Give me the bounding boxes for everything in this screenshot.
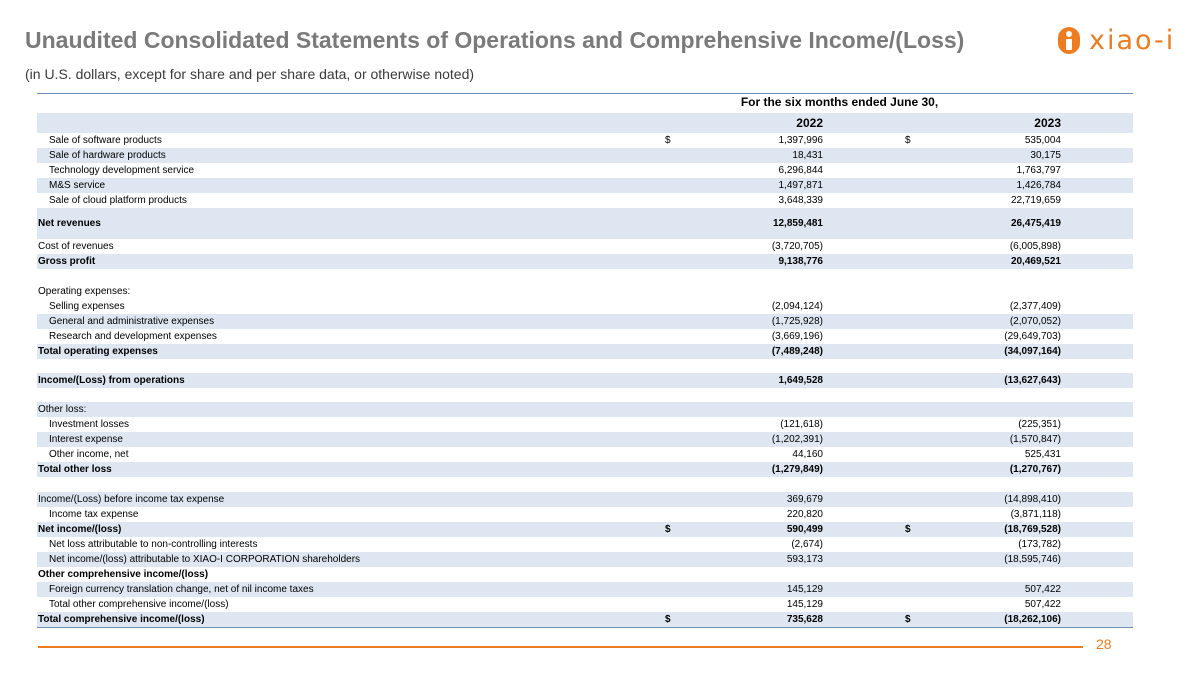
value-2022: 369,679: [786, 494, 823, 505]
value-2023: (2,377,409): [1009, 301, 1061, 312]
table-row: [37, 373, 1133, 388]
value-2022: 6,296,844: [778, 165, 823, 176]
value-2022: (2,094,124): [771, 301, 823, 312]
period-header: For the six months ended June 30,: [740, 95, 939, 109]
table-row: [37, 344, 1133, 359]
company-logo: [1058, 24, 1175, 56]
table-row: [37, 163, 1133, 178]
row-label: Total other comprehensive income/(loss): [49, 599, 229, 610]
currency-2023: $: [905, 135, 911, 146]
row-label: Net income/(loss): [38, 524, 122, 535]
table-row: [37, 492, 1133, 507]
value-2023: 507,422: [1024, 599, 1061, 610]
table-row: [37, 208, 1133, 239]
table-row: [37, 612, 1133, 627]
currency-2022: $: [665, 524, 671, 535]
value-2023: 30,175: [1030, 150, 1061, 161]
value-2023: (3,871,118): [1010, 509, 1061, 520]
value-2022: 220,820: [786, 509, 823, 520]
currency-2023: $: [905, 614, 911, 625]
table-row: [37, 552, 1133, 567]
table-row: [37, 133, 1133, 148]
value-2022: (3,720,705): [771, 241, 823, 252]
value-2023: (14,898,410): [1004, 494, 1061, 505]
table-row: [37, 597, 1133, 612]
row-label: Income tax expense: [49, 509, 139, 520]
page-title: Unaudited Consolidated Statements of Operations and Comprehensive Income/(Loss): [25, 27, 965, 53]
value-2022: 3,648,339: [778, 195, 823, 206]
value-2022: 590,499: [786, 524, 823, 535]
row-label: General and administrative expenses: [49, 316, 215, 327]
row-label: Total operating expenses: [38, 346, 158, 357]
value-2022: 735,628: [786, 614, 823, 625]
table-row: [37, 507, 1133, 522]
value-2023: 1,763,797: [1016, 165, 1061, 176]
value-2023: (18,769,528): [1004, 524, 1061, 535]
row-label: Other loss:: [38, 404, 87, 415]
value-2023: (13,627,643): [1004, 375, 1061, 386]
footer-divider: [38, 646, 1083, 648]
value-2022: (7,489,248): [771, 346, 823, 357]
value-2023: (29,649,703): [1004, 331, 1061, 342]
table-row: [37, 432, 1133, 447]
value-2023: (34,097,164): [1004, 346, 1061, 357]
value-2023: (1,270,767): [1009, 464, 1061, 475]
table-row: [37, 537, 1133, 552]
value-2023: (18,262,106): [1004, 614, 1061, 625]
row-label: Foreign currency translation change, net of nil income taxes: [49, 584, 314, 595]
value-2022: (121,618): [780, 419, 823, 430]
year-2023-header: 2023: [1034, 116, 1061, 130]
row-label: Other income, net: [49, 449, 129, 460]
year-2022-header: 2022: [796, 116, 823, 130]
value-2023: (6,005,898): [1009, 241, 1061, 252]
row-label: Total other loss: [38, 464, 112, 475]
page-number: 28: [1096, 636, 1112, 652]
value-2023: 525,431: [1024, 449, 1061, 460]
value-2023: 22,719,659: [1010, 195, 1061, 206]
year-header-row: [37, 113, 1133, 133]
row-label: Selling expenses: [49, 301, 125, 312]
table-row: [37, 178, 1133, 193]
value-2022: (1,202,391): [771, 434, 823, 445]
value-2023: 535,004: [1024, 135, 1061, 146]
table-row: [37, 284, 1133, 299]
row-label: Net income/(loss) attributable to XIAO-I CORPORATION shareholders: [49, 554, 361, 565]
row-label: Income/(Loss) before income tax expense: [38, 494, 225, 505]
row-label: Sale of hardware products: [49, 150, 166, 161]
row-label: Net revenues: [38, 218, 101, 229]
value-2022: (3,669,196): [771, 331, 823, 342]
row-label: Other comprehensive income/(loss): [38, 569, 209, 580]
value-2023: (173,782): [1018, 539, 1061, 550]
value-2022: (1,725,928): [771, 316, 823, 327]
info-logo-icon: [1058, 27, 1080, 54]
table-row: [37, 148, 1133, 163]
table-row: [37, 522, 1133, 537]
value-2022: 44,160: [792, 449, 823, 460]
value-2022: 12,859,481: [772, 218, 823, 229]
value-2023: 20,469,521: [1010, 256, 1061, 267]
value-2022: 145,129: [786, 584, 823, 595]
table-row: [37, 299, 1133, 314]
page-subtitle: (in U.S. dollars, except for share and per share data, or otherwise noted): [25, 66, 475, 82]
table-row: [37, 447, 1133, 462]
table-row: [37, 417, 1133, 432]
row-label: Sale of software products: [49, 135, 162, 146]
table-row: [37, 582, 1133, 597]
value-2023: 26,475,419: [1010, 218, 1061, 229]
table-bottom-rule: [37, 627, 1133, 628]
table-row: [37, 402, 1133, 417]
value-2023: (1,570,847): [1009, 434, 1061, 445]
table-row: [37, 567, 1133, 582]
row-label: Technology development service: [49, 165, 195, 176]
row-label: Operating expenses:: [38, 286, 131, 297]
value-2023: 1,426,784: [1016, 180, 1061, 191]
row-label: Total comprehensive income/(loss): [38, 614, 205, 625]
logo-text: xiao-i: [1089, 24, 1176, 56]
row-label: Sale of cloud platform products: [49, 195, 187, 206]
table-row: [37, 254, 1133, 269]
row-label: Income/(Loss) from operations: [38, 375, 185, 386]
spacer-row: [37, 269, 1133, 284]
value-2023: (2,070,052): [1009, 316, 1061, 327]
row-label: M&S service: [49, 180, 106, 191]
row-label: Research and development expenses: [49, 331, 217, 342]
value-2022: 1,649,528: [778, 375, 823, 386]
table-row: [37, 329, 1133, 344]
value-2022: 9,138,776: [778, 256, 823, 267]
table-row: [37, 239, 1133, 254]
spacer-row: [37, 359, 1133, 373]
value-2023: (18,595,746): [1004, 554, 1061, 565]
row-label: Gross profit: [38, 256, 96, 267]
table-row: [37, 314, 1133, 329]
currency-2022: $: [665, 614, 671, 625]
value-2022: 145,129: [786, 599, 823, 610]
currency-2023: $: [905, 524, 911, 535]
currency-2022: $: [665, 135, 671, 146]
value-2023: (225,351): [1018, 419, 1061, 430]
value-2022: 593,173: [786, 554, 823, 565]
row-label: Cost of revenues: [38, 241, 114, 252]
spacer-row: [37, 477, 1133, 492]
value-2022: 1,497,871: [778, 180, 823, 191]
row-label: Investment losses: [49, 419, 130, 430]
value-2022: 18,431: [792, 150, 823, 161]
table-row: [37, 193, 1133, 208]
table-row: [37, 462, 1133, 477]
value-2022: 1,397,996: [778, 135, 823, 146]
value-2023: 507,422: [1024, 584, 1061, 595]
value-2022: (1,279,849): [771, 464, 823, 475]
row-label: Net loss attributable to non-controlling interests: [49, 539, 258, 550]
row-label: Interest expense: [49, 434, 123, 445]
value-2022: (2,674): [791, 539, 823, 550]
spacer-row: [37, 388, 1133, 402]
